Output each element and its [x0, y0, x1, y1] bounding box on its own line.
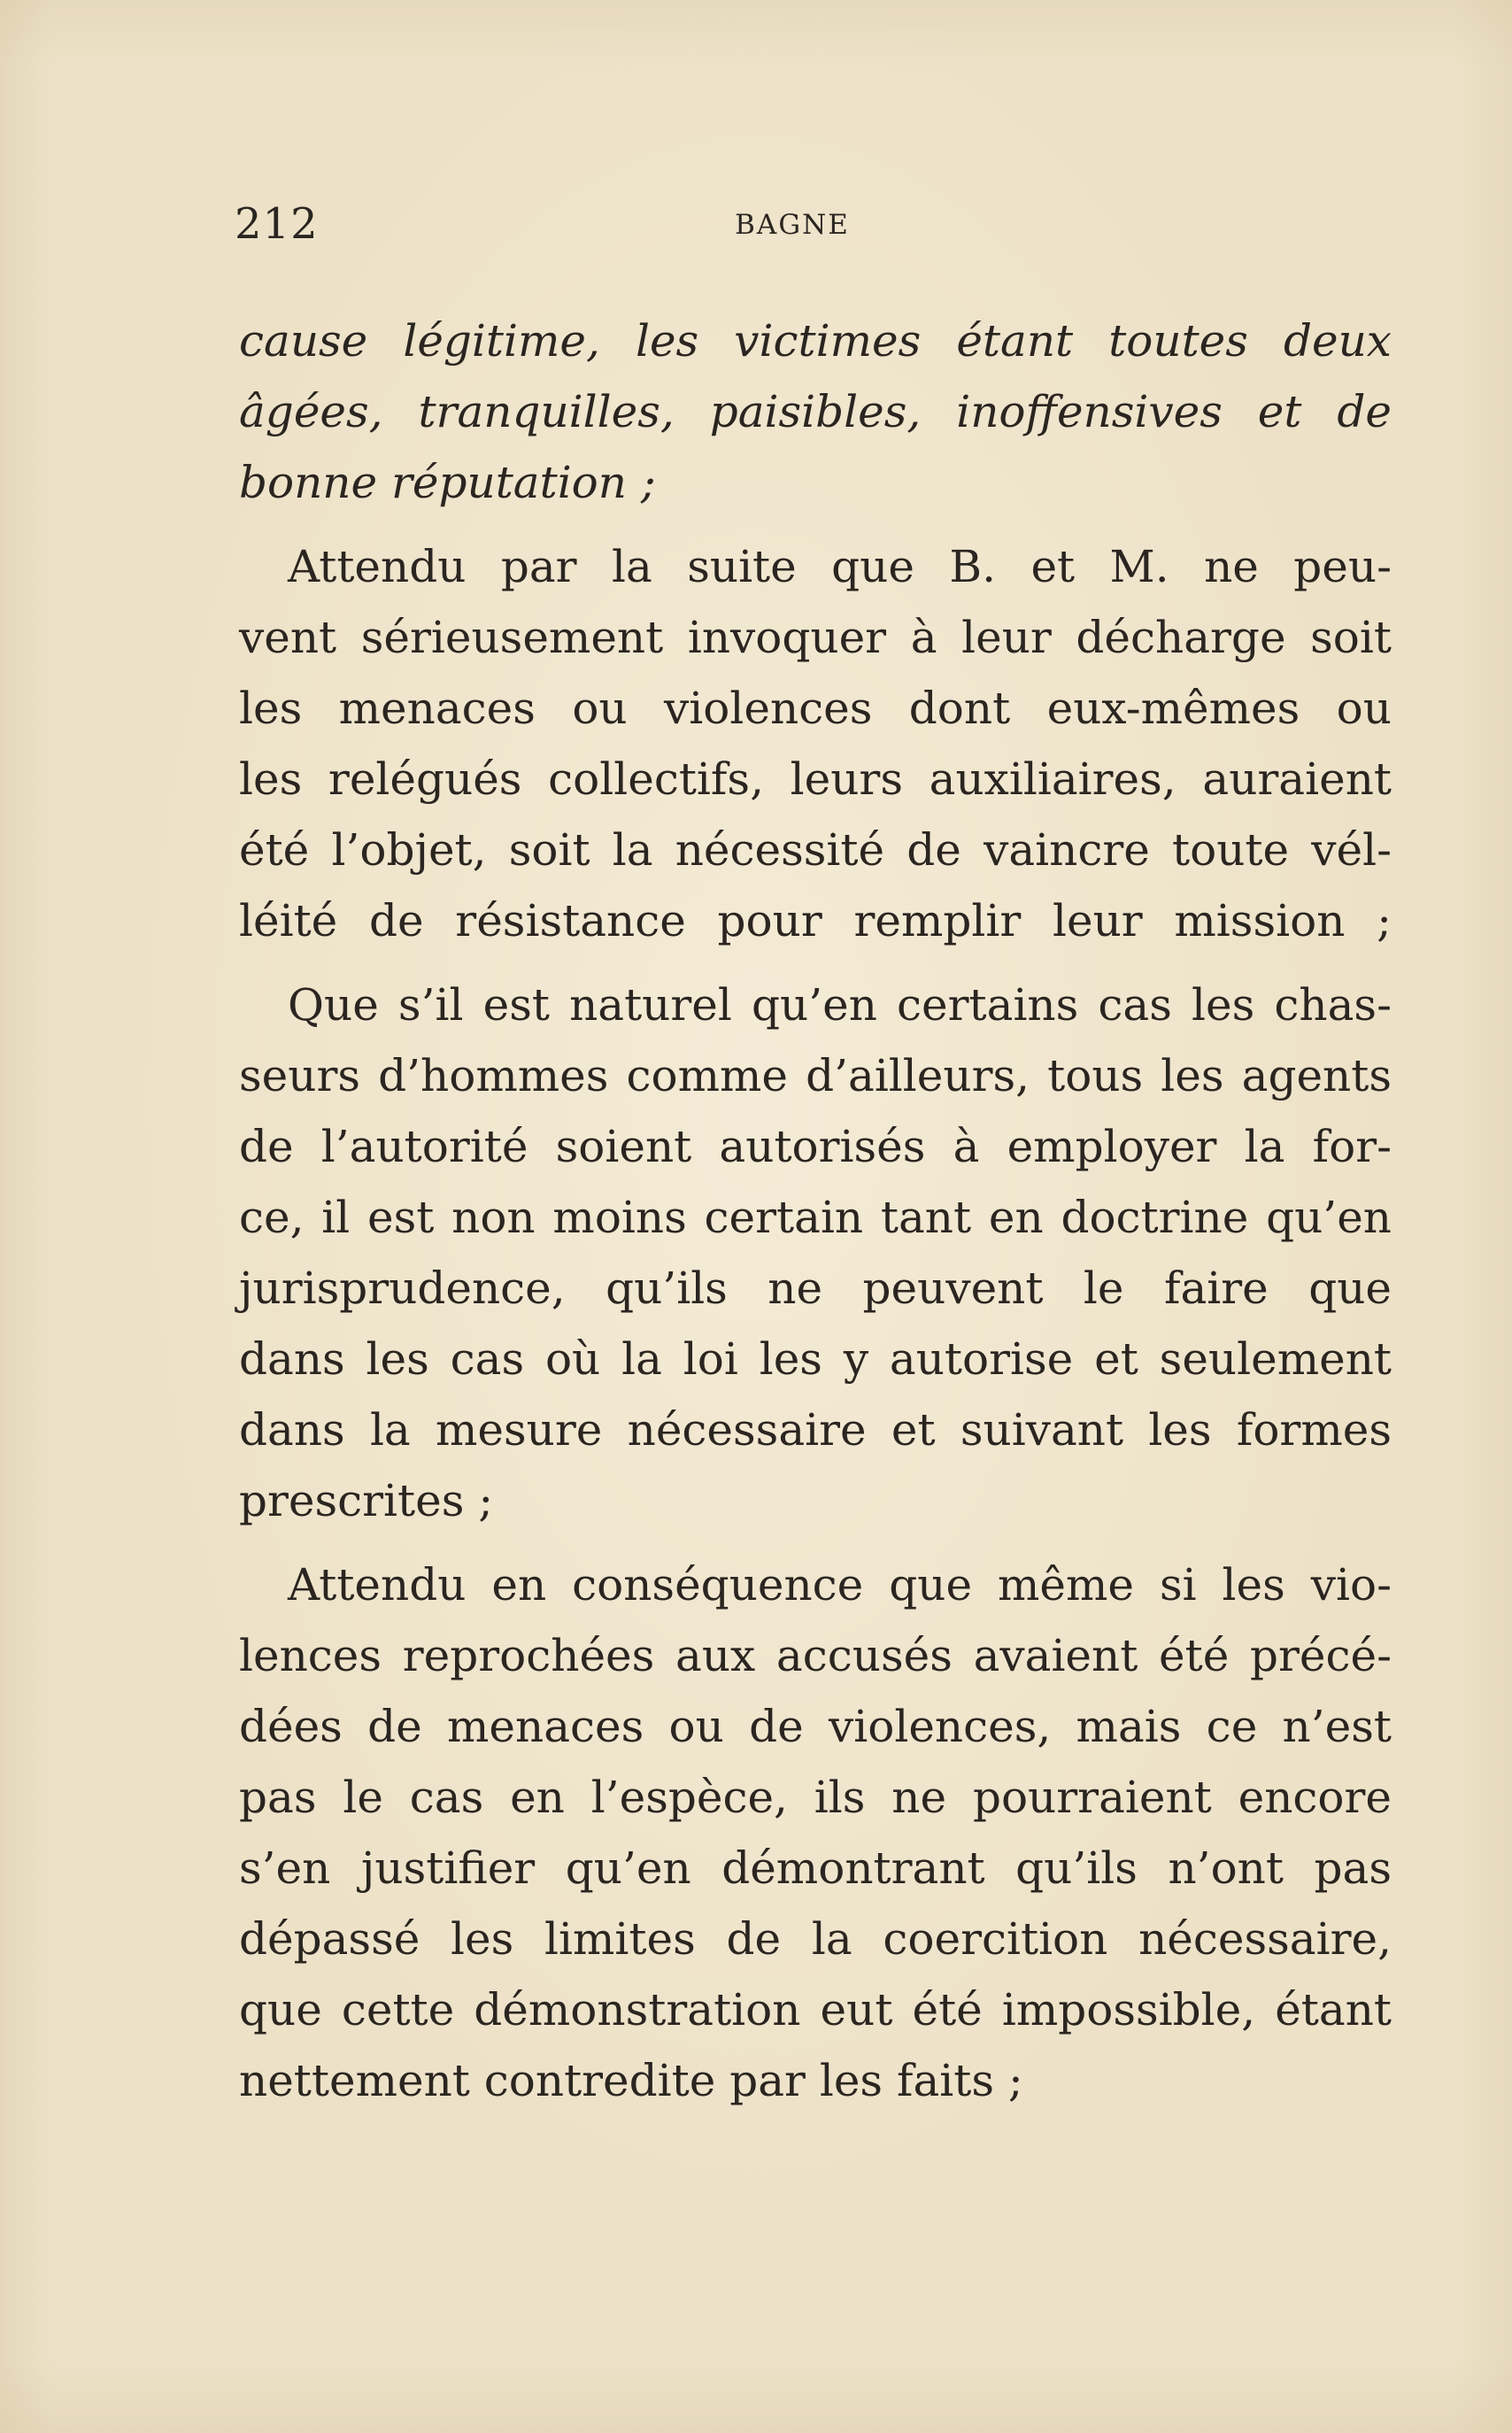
- paragraph-4: [239, 1549, 1392, 2116]
- paragraph-1: [239, 305, 1392, 518]
- paragraph-2: [239, 531, 1392, 956]
- text-line: les relégués collectifs, leurs auxiliaires, auraient: [239, 753, 1392, 805]
- text-line: âgées, tranquilles, paisibles, inoffensives et de: [239, 386, 1392, 437]
- text-line: dépassé les limites de la coercition nécessaire,: [239, 1913, 1392, 1965]
- text-line: Attendu en conséquence que même si les vio-: [288, 1559, 1392, 1610]
- text-line: ce, il est non moins certain tant en doctrine qu’en: [239, 1192, 1392, 1243]
- text-line: léité de résistance pour remplir leur mission ;: [239, 895, 1392, 946]
- text-line: lences reprochées aux accusés avaient été précé-: [239, 1630, 1392, 1681]
- text-line: prescrites ;: [239, 1475, 494, 1526]
- text-line: cause légitime, les victimes étant toutes deux: [239, 315, 1392, 367]
- running-title: BAGNE: [735, 209, 850, 241]
- text-line: dans les cas où la loi les y autorise et seulement: [239, 1333, 1392, 1385]
- text-line: les menaces ou violences dont eux-mêmes ou: [239, 683, 1392, 734]
- running-head: [0, 193, 1512, 255]
- text-line: dans la mesure nécessaire et suivant les formes: [239, 1404, 1392, 1456]
- text-line: seurs d’hommes comme d’ailleurs, tous les agents: [239, 1050, 1392, 1101]
- text-line: pas le cas en l’espèce, ils ne pourraient encore: [239, 1772, 1392, 1823]
- text-line: jurisprudence, qu’ils ne peuvent le faire que: [239, 1263, 1392, 1314]
- text-line: dées de menaces ou de violences, mais ce n’est: [239, 1701, 1392, 1752]
- text-line: été l’objet, soit la nécessité de vaincre toute vél-: [239, 824, 1392, 876]
- text-line: s’en justifier qu’en démontrant qu’ils n’ont pas: [239, 1842, 1392, 1894]
- text-line: Attendu par la suite que B. et M. ne peu-: [288, 541, 1392, 592]
- text-line: que cette démonstration eut été impossible, étant: [239, 1984, 1392, 2035]
- body-text: [239, 305, 1392, 2116]
- text-line: Que s’il est naturel qu’en certains cas les chas-: [288, 979, 1392, 1031]
- text-line: bonne réputation ;: [239, 457, 656, 508]
- page-number: 212: [235, 199, 319, 249]
- text-line: vent sérieusement invoquer à leur décharge soit: [239, 612, 1392, 663]
- paragraph-3: [239, 969, 1392, 1536]
- text-line: nettement contredite par les faits ;: [239, 2055, 1023, 2106]
- text-line: de l’autorité soient autorisés à employer la for-: [239, 1121, 1392, 1172]
